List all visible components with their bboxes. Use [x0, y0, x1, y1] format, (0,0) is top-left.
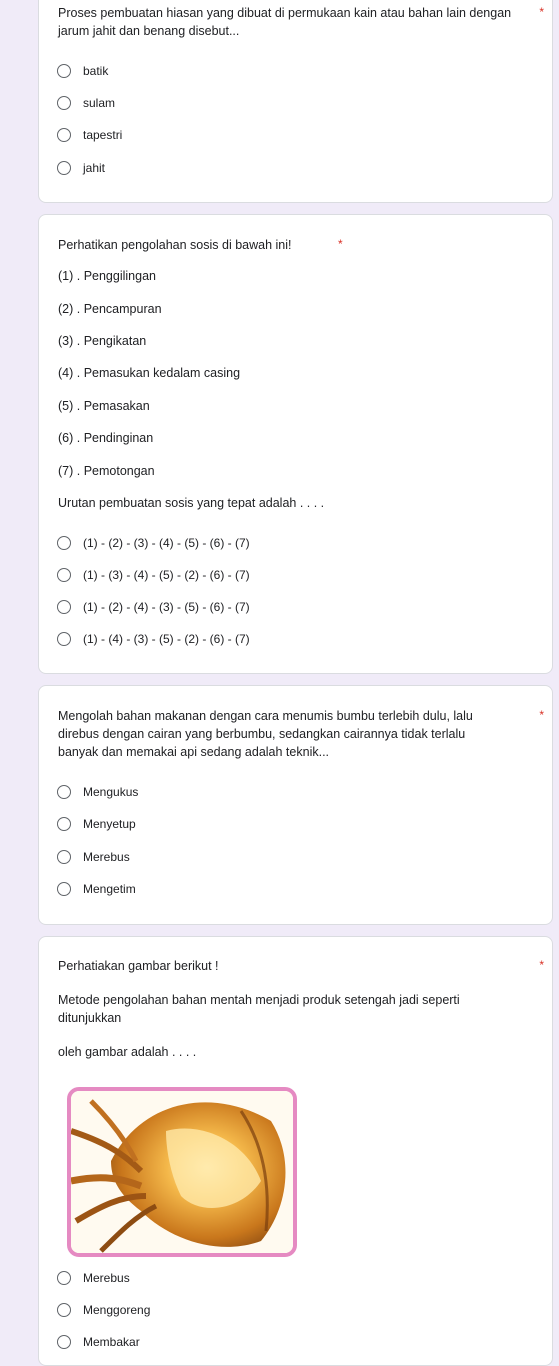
- option-label: Menggoreng: [83, 1303, 151, 1317]
- question-title: Mengolah bahan makanan dengan cara menumis bumbu terlebih dulu, lalu direbus dengan cairan yang berbumbu, sedangkan cairannya tidak terlalu banyak dan memakai api sedang adalah teknik...: [58, 709, 473, 759]
- question-card-2: [38, 214, 553, 674]
- option-label: Merebus: [83, 850, 130, 864]
- radio-icon[interactable]: [57, 161, 71, 175]
- radio-icon[interactable]: [57, 882, 71, 896]
- radio-icon[interactable]: [57, 536, 71, 550]
- question-title: Proses pembuatan hiasan yang dibuat di permukaan kain atau bahan lain dengan jarum jahit dan benang disebut...: [58, 6, 512, 38]
- question-card-1: [38, 0, 553, 203]
- question-title: Perhatikan pengolahan sosis di bawah ini!: [58, 238, 292, 252]
- radio-icon[interactable]: [57, 817, 71, 831]
- radio-icon[interactable]: [57, 785, 71, 799]
- question-text: Urutan pembuatan sosis yang tepat adalah . . . .: [58, 496, 325, 510]
- option-menggoreng[interactable]: [57, 1301, 150, 1319]
- radio-icon[interactable]: [57, 1271, 71, 1285]
- step-item: (4) . Pemasukan kedalam casing: [58, 366, 241, 380]
- question-card-3: [38, 685, 553, 925]
- option-label: jahit: [83, 161, 106, 175]
- option-order-d[interactable]: [57, 630, 250, 648]
- step-item: (3) . Pengikatan: [58, 334, 147, 348]
- step-item: (7) . Pemotongan: [58, 464, 155, 478]
- radio-icon[interactable]: [57, 96, 71, 110]
- option-jahit[interactable]: [57, 159, 105, 177]
- option-label: Merebus: [83, 1271, 130, 1285]
- option-merebus[interactable]: [57, 1269, 130, 1287]
- option-order-b[interactable]: [57, 566, 250, 584]
- question-title: Perhatiakan gambar berikut !: [58, 959, 219, 973]
- option-label: Membakar: [83, 1335, 140, 1349]
- option-label: (1) - (2) - (4) - (3) - (5) - (6) - (7): [83, 600, 250, 614]
- option-merebus[interactable]: [57, 848, 130, 866]
- option-order-c[interactable]: [57, 598, 250, 616]
- radio-icon[interactable]: [57, 600, 71, 614]
- required-asterisk: *: [338, 237, 343, 251]
- dried-squid-image: [67, 1087, 297, 1257]
- step-item: (1) . Penggilingan: [58, 269, 156, 283]
- radio-icon[interactable]: [57, 64, 71, 78]
- radio-icon[interactable]: [57, 850, 71, 864]
- option-label: tapestri: [83, 128, 123, 142]
- option-label: Mengetim: [83, 882, 136, 896]
- radio-icon[interactable]: [57, 1335, 71, 1349]
- step-item: (2) . Pencampuran: [58, 302, 162, 316]
- radio-icon[interactable]: [57, 568, 71, 582]
- option-label: (1) - (2) - (3) - (4) - (5) - (6) - (7): [83, 536, 250, 550]
- required-asterisk: *: [539, 5, 544, 19]
- question-text: Metode pengolahan bahan mentah menjadi produk setengah jadi seperti ditunjukkan: [58, 993, 460, 1025]
- option-label: (1) - (4) - (3) - (5) - (2) - (6) - (7): [83, 632, 250, 646]
- question-text: oleh gambar adalah . . . .: [58, 1045, 197, 1059]
- option-sulam[interactable]: [57, 94, 115, 112]
- option-order-a[interactable]: [57, 534, 250, 552]
- radio-icon[interactable]: [57, 632, 71, 646]
- radio-icon[interactable]: [57, 128, 71, 142]
- step-item: (5) . Pemasakan: [58, 399, 150, 413]
- dried-squid-icon: [71, 1091, 293, 1253]
- option-menyetup[interactable]: [57, 815, 136, 833]
- option-label: Menyetup: [83, 817, 136, 831]
- option-tapestri[interactable]: [57, 126, 122, 144]
- option-label: (1) - (3) - (4) - (5) - (2) - (6) - (7): [83, 568, 250, 582]
- option-mengetim[interactable]: [57, 880, 136, 898]
- option-label: sulam: [83, 96, 116, 110]
- option-membakar[interactable]: [57, 1333, 140, 1351]
- option-mengukus[interactable]: [57, 783, 138, 801]
- question-card-4: [38, 936, 553, 1366]
- option-label: Mengukus: [83, 785, 139, 799]
- radio-icon[interactable]: [57, 1303, 71, 1317]
- required-asterisk: *: [539, 708, 544, 722]
- step-item: (6) . Pendinginan: [58, 431, 154, 445]
- option-batik[interactable]: [57, 62, 108, 80]
- option-label: batik: [83, 64, 109, 78]
- required-asterisk: *: [539, 958, 544, 972]
